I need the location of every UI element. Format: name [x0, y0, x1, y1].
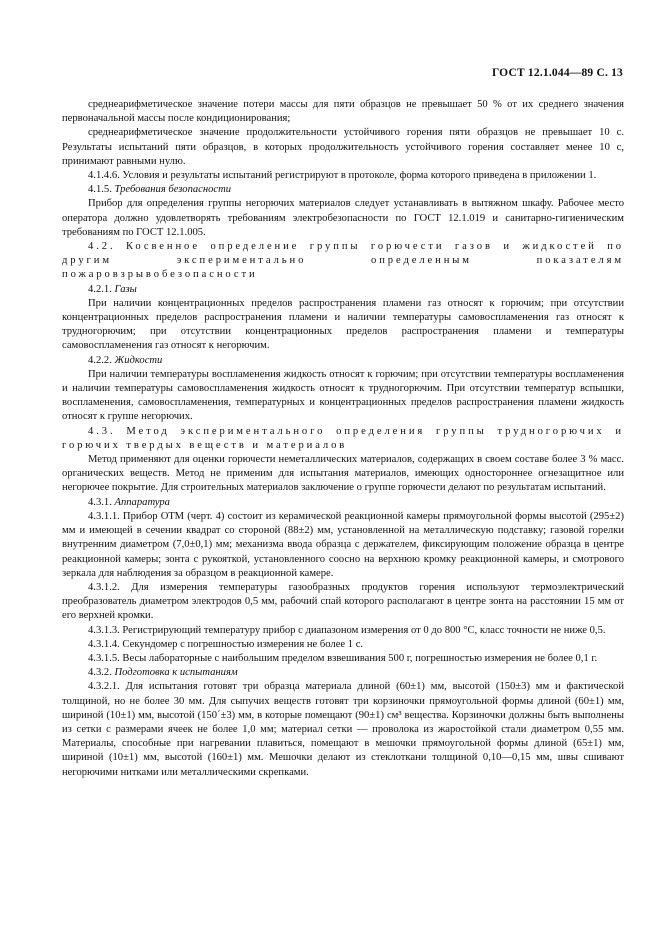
page-header: ГОСТ 12.1.044—89 С. 13 — [491, 67, 623, 79]
section-number: 4.2.2. — [88, 354, 115, 366]
section-title: Газы — [114, 283, 137, 295]
paragraph: среднеарифметическое значение продолжительности устойчивого горения пяти образцов не превышает 10 с. Результаты испытаний пяти образцов, в которых продолжительность устойчивого горения составляет менее 10 с, принимают равными нулю. — [62, 127, 624, 167]
section-number: 4.2.1. — [88, 283, 115, 295]
section-number: 4.3.1. — [88, 496, 115, 508]
section-title: Аппаратура — [114, 496, 170, 508]
paragraph: Прибор для определения группы негорючих материалов следует устанавливать в вытяжном шкафу. Рабочее место оператора должно удовлетворять требованиям электробезопасности по ГОСТ 12.1.019 и санитарно-гигиеническим требованиям по ГОСТ 12.1.005. — [62, 198, 624, 238]
section-heading — [62, 496, 624, 510]
paragraph: 4.1.4.6. Условия и результаты испытаний регистрируют в протоколе, форма которого приведена в приложении 1. — [88, 170, 597, 182]
paragraph: 4.3.1.5. Весы лабораторные с наибольшим пределом взвешивания 500 г, погрешностью измерения не более 0,1 г. — [88, 652, 598, 664]
section-heading: 4.3. Метод экспериментального определения группы трудногорючих и горючих твердых веществ и материалов — [62, 425, 624, 451]
paragraph: 4.3.1.2. Для измерения температуры газообразных продуктов горения используют термоэлектрический преобразователь диаметром электродов 0,5 мм, рабочий спай которого располагают в центре зонта на расстоянии 15 мм от его верхней кромки. — [62, 581, 624, 622]
paragraph: среднеарифметическое значение потери массы для пяти образцов не превышает 50 % от их среднего значения первоначальной массы после кондиционирования; — [62, 99, 624, 125]
paragraph: При наличии температуры воспламенения жидкость относят к горючим; при отсутствии температуры воспламенения и наличии температуры самовоспламенения жидкость относят к трудногорючим. При отсутствии температур вспышки, воспламенения, самовоспламенения, температурных и концентрационных пределов распространения пламени жидкость относят к группе негорючих. — [62, 368, 624, 423]
paragraph: 4.3.1.4. Секундомер с погрешностью измерения не более 1 с. — [88, 638, 364, 650]
document-body — [62, 98, 624, 780]
section-title: Подготовка к испытаниям — [114, 667, 238, 679]
section-title: Жидкости — [114, 354, 163, 366]
section-heading — [62, 183, 624, 197]
paragraph: 4.3.1.1. Прибор ОТМ (черт. 4) состоит из керамической реакционной камеры прямоугольной формы высотой (295±2) мм и имеющей в сечении квадрат со стороной (88±2) мм, установленной на металлическую подставку; газовой горелки внутренним диаметром (7,0±0,1) мм; механизма ввода образца с держателем, фиксирующим положение образца в центре реакционной камеры; зонта с рукояткой, установленного соосно на верхнюю кромку реакционной камеры, и смотрового зеркала для наблюдения за образцом в реакционной камере. — [62, 510, 624, 579]
section-heading — [62, 283, 624, 297]
paragraph: 4.3.2.1. Для испытания готовят три образца материала длиной (60±1) мм, высотой (150±3) мм и фактической толщиной, но не более 30 мм. Для сыпучих веществ готовят три корзиночки прямоугольной формы длиной (60±1) мм, шириной (10±1) мм, высотой (150´±3) мм, в которые помещают (90±1) см³ вещества. Корзиночки должны быть выполнены из сетки с размерами ячеек не более 1,0 мм; материал сетки — проволока из жаростойкой стали диаметром 0,55 мм. Материалы, способные при нагревании плавиться, помещают в мешочки прямоугольной формы длиной (65±1) мм, шириной (10±1) мм, высотой (160±1) мм. Мешочки делают из стеклоткани толщиной 0,10—0,15 мм, швы сшивают негорючими нитками или металлическими скрепками. — [62, 681, 624, 778]
section-heading — [62, 354, 624, 368]
section-heading — [62, 666, 624, 680]
paragraph: При наличии концентрационных пределов распространения пламени газ относят к горючим; при отсутствии концентрационных пределов распространения пламени и наличии температуры самовоспламенения газ относят к трудногорючим; при отсутствии концентрационных пределов распространения пламени и температуры самовоспламенения газ относят к негорючим. — [62, 297, 624, 352]
section-title: Требования безопасности — [114, 184, 232, 196]
section-number: 4.1.5. — [88, 184, 115, 196]
section-number: 4.3.2. — [88, 667, 115, 679]
paragraph: 4.3.1.3. Регистрирующий температуру прибор с диапазоном измерения от 0 до 800 °С, класс точности не ниже 0,5. — [88, 624, 606, 636]
paragraph: Метод применяют для оценки горючести неметаллических материалов, содержащих в своем составе более 3 % масс. органических веществ. Метод не применим для испытания материалов, имеющих одностороннее огнезащитное или негорючее покрытие. Для строительных материалов заключение о группе горючести делают по результатам испытаний. — [62, 454, 624, 494]
section-heading: 4.2. Косвенное определение группы горючести газов и жидкостей по другим экспериментально определенным показателям пожаровзрывобезопасности — [62, 241, 624, 281]
